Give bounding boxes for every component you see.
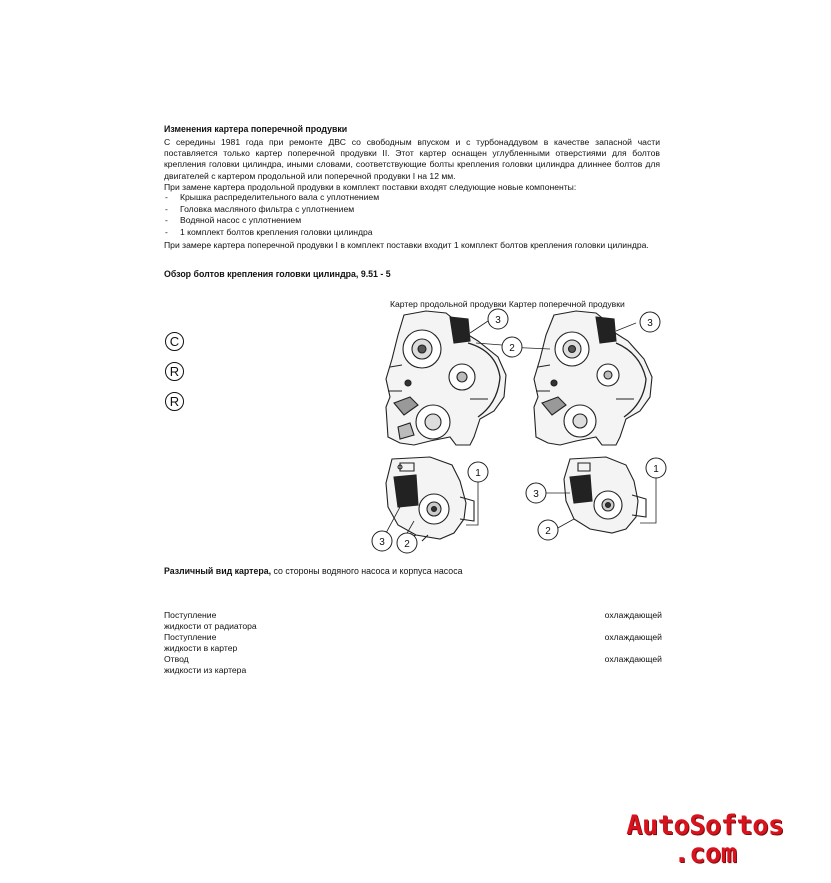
title-bold-part: Различный вид картера,: [164, 566, 272, 576]
row-value: охлаждающей: [604, 610, 662, 620]
paragraph-intro: С середины 1981 года при ремонте ДВС со свободным впуском и с турбонаддувом в качестве запасной части поставляется только картер поперечной продувки II. Этот картер оснащен углубленными отверстиями для болтов крепления головки цилиндра, иными словами, соответствующие болты крепления головки цилиндра длиннее болтов для двигателей с картером продольной или поперечной продувки I на 12 мм.: [164, 137, 660, 181]
list-item: - Головка масляного фильтра с уплотнением: [164, 204, 379, 216]
row-label: Отвод: [164, 654, 189, 664]
row-label-cont: жидкости в картер: [164, 643, 238, 653]
section-title-crankcase-changes: Изменения картера поперечной продувки: [164, 124, 348, 134]
row-label: Поступление: [164, 610, 217, 620]
callout-number: 3: [647, 318, 653, 329]
title-rest-part: со стороны водяного насоса и корпуса насоса: [271, 566, 463, 576]
callout-number: 3: [379, 537, 385, 548]
engine-block-transverse: [534, 311, 652, 445]
circled-symbols: [165, 332, 184, 422]
row-label-cont: жидкости из картера: [164, 665, 247, 675]
list-item: - 1 комплект болтов крепления головки цилиндра: [164, 227, 379, 239]
row-label-cont: жидкости от радиатора: [164, 621, 257, 631]
row-label: Поступление: [164, 632, 217, 642]
callout-number: 3: [533, 489, 539, 500]
engine-block-longitudinal: [386, 311, 506, 445]
pump-housing-longitudinal: [386, 457, 474, 541]
pump-housing-transverse: [564, 457, 646, 533]
components-list: [164, 192, 379, 238]
callout-number: 2: [545, 526, 551, 537]
crankcase-diagram: [370, 307, 675, 557]
watermark-line1: AutoSoftos: [626, 810, 784, 841]
watermark-line2: .com: [673, 838, 737, 869]
row-value: охлаждающей: [604, 632, 662, 642]
circled-r-icon: R: [165, 392, 184, 411]
callout-number: 2: [509, 343, 515, 354]
section-title-crankcase-view: [164, 566, 463, 576]
paragraph-components: При замене картера продольной продувки в комплект поставки входят следующие новые компоненты:: [164, 182, 577, 192]
row-value: охлаждающей: [604, 654, 662, 664]
callout-number: 1: [475, 468, 481, 479]
callout-number: 2: [404, 539, 410, 550]
watermark-logo: [620, 812, 790, 868]
section-title-bolts-overview: Обзор болтов крепления головки цилиндра, 9.51 - 5: [164, 269, 391, 279]
paragraph-bolts: При замере картера поперечной продувки I в комплект поставки входит 1 комплект болтов крепления головки цилиндра.: [164, 240, 649, 250]
callout-number: 1: [653, 464, 659, 475]
figure-captions: Картер продольной продувки Картер поперечной продувки: [390, 299, 625, 309]
circled-r-icon: R: [165, 362, 184, 381]
list-item: - Водяной насос с уплотнением: [164, 215, 379, 227]
list-item: - Крышка распределительного вала с уплотнением: [164, 192, 379, 204]
circled-c-icon: C: [165, 332, 184, 351]
callout-number: 3: [495, 315, 501, 326]
